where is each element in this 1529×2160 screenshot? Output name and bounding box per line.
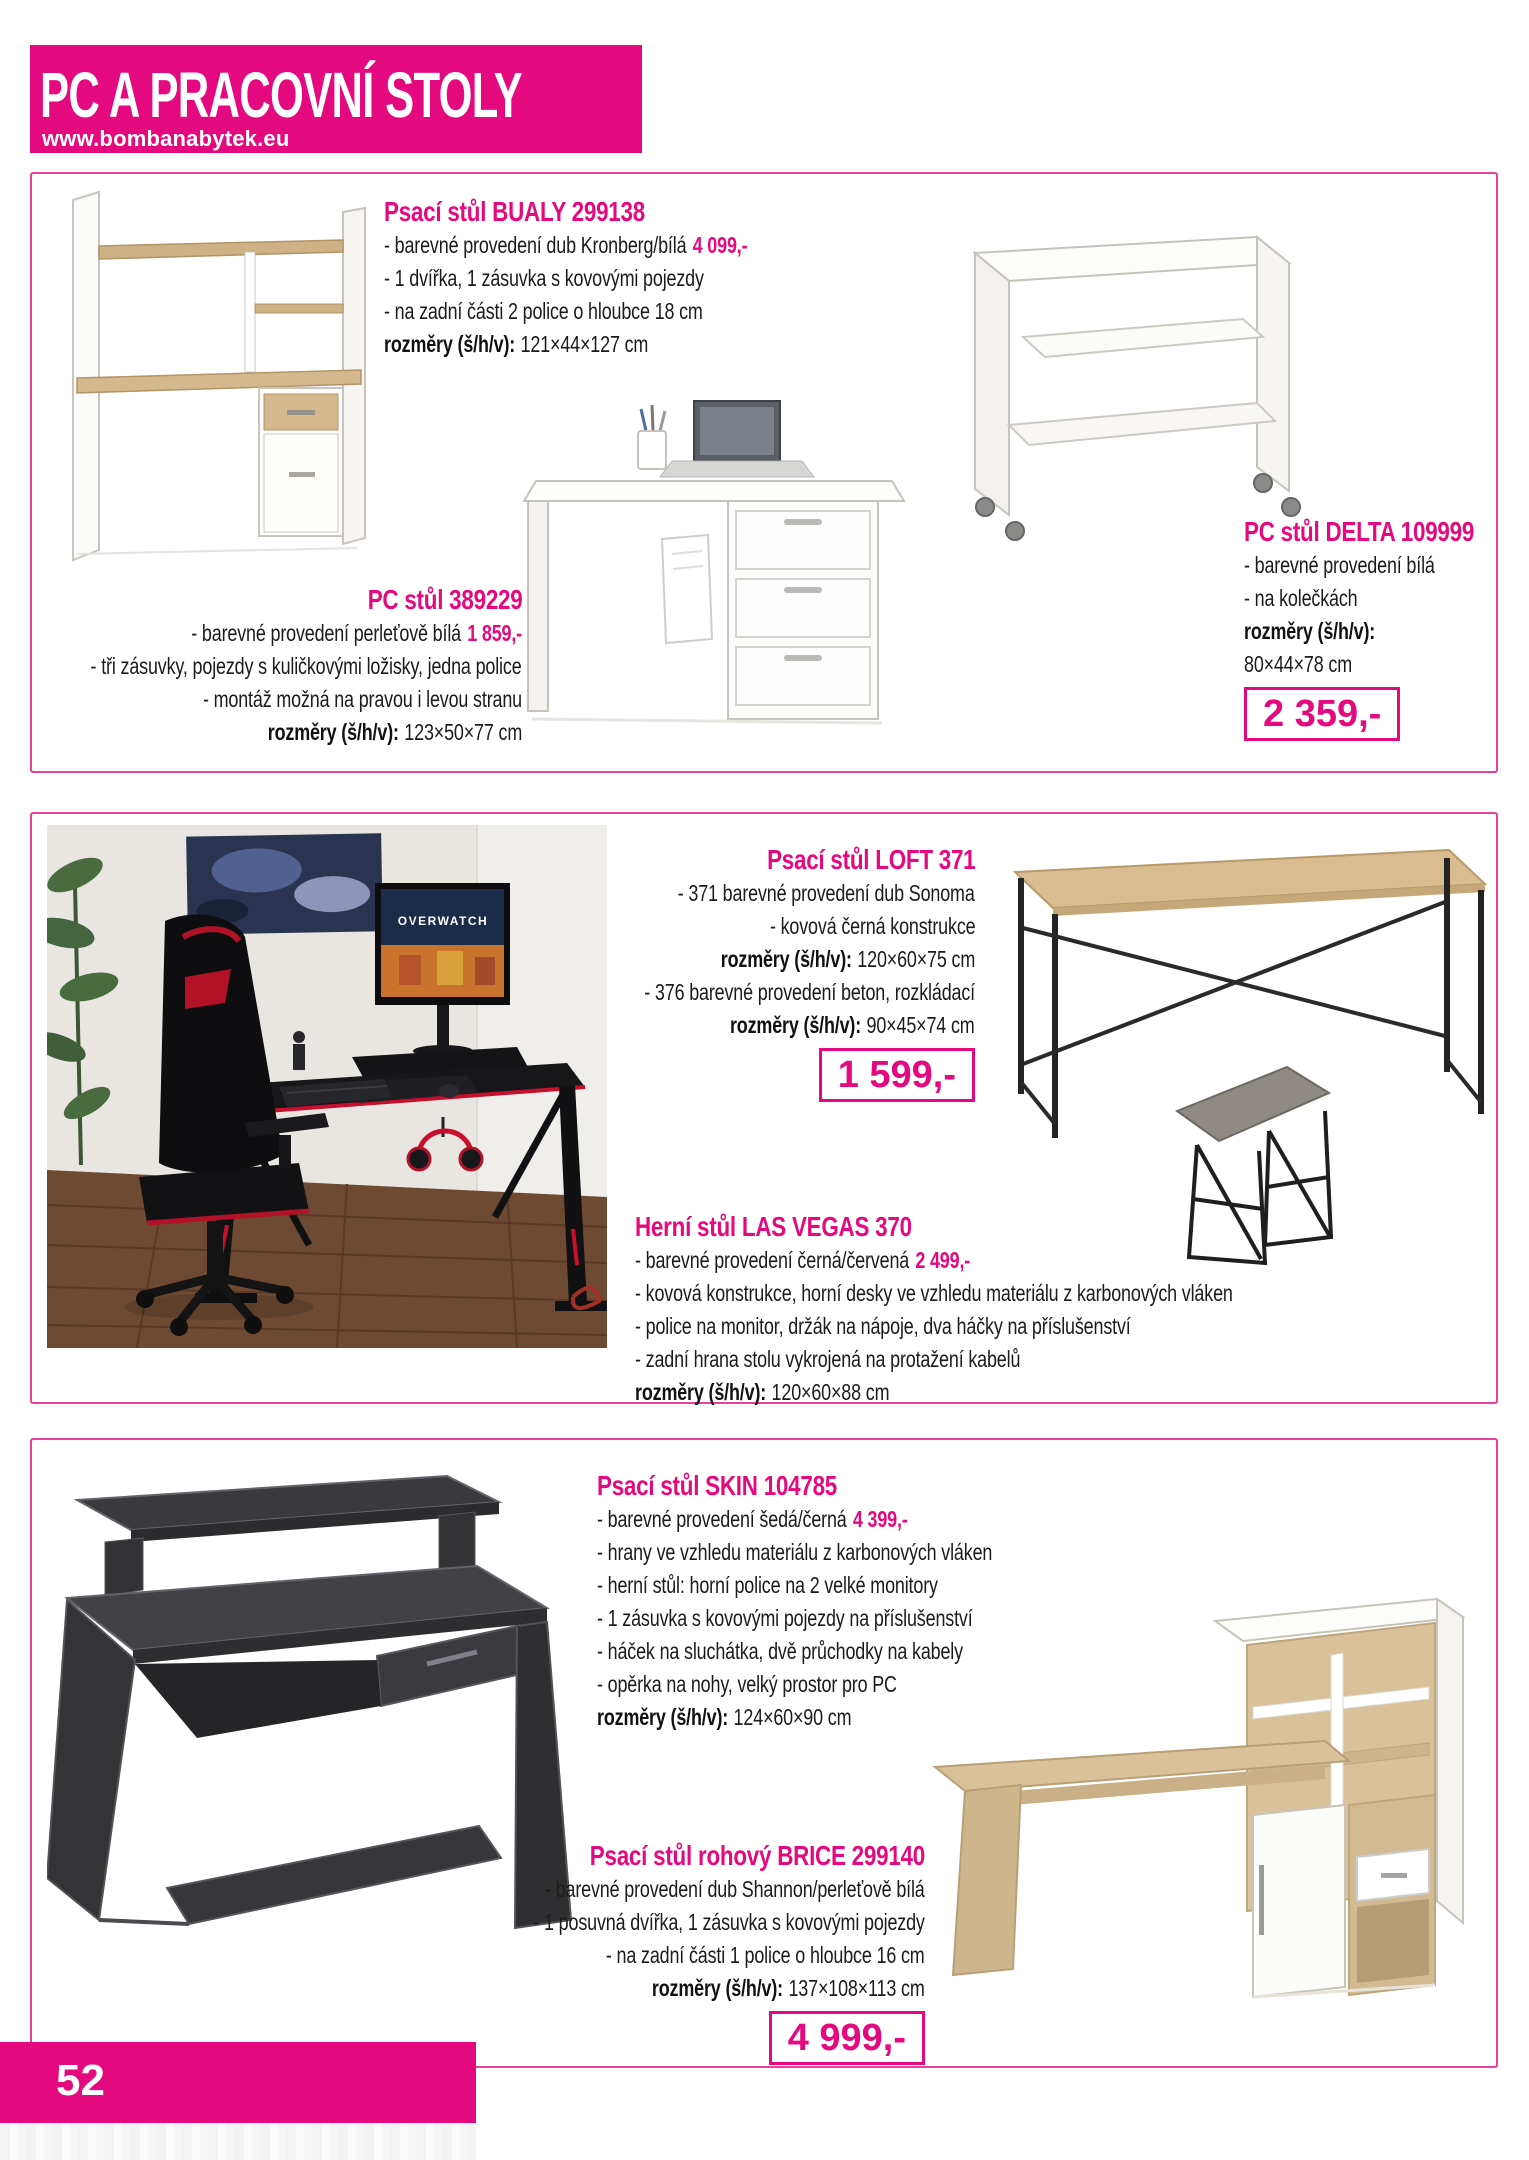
product-line: - montáž možná na pravou i levou stranu bbox=[202, 686, 522, 712]
product-line: - 1 zásuvka s kovovými pojezdy na příslušenství bbox=[597, 1605, 973, 1631]
product-dimensions bbox=[597, 1701, 851, 1734]
dims-value: 120×60×75 cm bbox=[857, 946, 975, 972]
dims-label-line bbox=[1244, 615, 1381, 648]
dims-label: rozměry (š/h/v): bbox=[384, 331, 516, 357]
monitor-screen-text: OVERWATCH bbox=[397, 914, 489, 928]
dims-value: 120×60×88 cm bbox=[771, 1379, 890, 1405]
product-dimensions bbox=[384, 328, 648, 361]
product-line bbox=[597, 1503, 908, 1536]
product-line bbox=[191, 617, 522, 650]
dims-label: rozměry (š/h/v): bbox=[267, 719, 399, 745]
brice-desk-illustration bbox=[917, 1555, 1494, 2015]
price-box: 2 359,- bbox=[1244, 687, 1400, 741]
product-line: - na zadní části 1 police o hloubce 16 cm bbox=[606, 1942, 925, 1968]
product-title: Herní stůl LAS VEGAS 370 bbox=[635, 1211, 912, 1242]
product-line: - 371 barevné provedení dub Sonoma bbox=[678, 880, 975, 906]
product-dimensions bbox=[268, 716, 522, 749]
product-dimensions bbox=[635, 1376, 889, 1409]
pc389229-text-block bbox=[42, 582, 522, 749]
product-group-3 bbox=[30, 1438, 1498, 2068]
product-title: Psací stůl rohový BRICE 299140 bbox=[589, 1840, 925, 1871]
pc389229-product-image bbox=[522, 389, 912, 734]
masthead bbox=[30, 45, 642, 153]
product-line: - háček na sluchátka, dvě průchodky na kabely bbox=[597, 1638, 963, 1664]
dims-label: rozměry (š/h/v): bbox=[720, 946, 852, 972]
dims-value: 123×50×77 cm bbox=[404, 719, 522, 745]
product-line: - police na monitor, držák na nápoje, dva háčky na příslušenství bbox=[635, 1313, 1131, 1339]
feature-text: - barevné provedení černá/červená bbox=[635, 1247, 910, 1273]
dims-label: rozměry (š/h/v): bbox=[597, 1704, 729, 1730]
delta-text-block bbox=[1244, 514, 1506, 741]
product-line: - zadní hrana stolu vykrojená na protažení kabelů bbox=[635, 1346, 1021, 1372]
dims-value: 124×60×90 cm bbox=[733, 1704, 852, 1730]
dims-label: rozměry (š/h/v): bbox=[652, 1975, 784, 2001]
dims-label: rozměry (š/h/v): bbox=[730, 1012, 862, 1038]
product-dimensions bbox=[652, 1972, 925, 2005]
product-dimensions bbox=[730, 1009, 975, 1042]
inline-price: 4 099,- bbox=[692, 232, 748, 258]
product-line: - tři zásuvky, pojezdy s kuličkovými ložisky, jedna police bbox=[91, 653, 522, 679]
bualy-desk-illustration bbox=[47, 182, 387, 572]
lasvegas-text-block bbox=[635, 1209, 1401, 1409]
product-line: - barevné provedení bílá bbox=[1244, 552, 1435, 578]
product-line: - barevné provedení dub Shannon/perleťově bílá bbox=[545, 1876, 925, 1902]
page-number: 52 bbox=[56, 2056, 105, 2105]
page-title: PC A PRACOVNÍ STOLY bbox=[40, 59, 523, 131]
product-group-1 bbox=[30, 172, 1498, 773]
product-line: - 376 barevné provedení beton, rozkládací bbox=[644, 979, 975, 1005]
inline-price: 2 499,- bbox=[915, 1247, 971, 1273]
loft-text-block bbox=[465, 842, 975, 1102]
footer-pattern bbox=[0, 2123, 476, 2160]
product-line: - opěrka na nohy, velký prostor pro PC bbox=[597, 1671, 897, 1697]
inline-price: 4 399,- bbox=[852, 1506, 908, 1532]
dims-label: rozměry (š/h/v): bbox=[1244, 618, 1376, 644]
price-box: 4 999,- bbox=[769, 2011, 925, 2065]
dims-value: 90×45×74 cm bbox=[866, 1012, 975, 1038]
product-line: - kovová černá konstrukce bbox=[769, 913, 975, 939]
drawer-desk-illustration bbox=[522, 389, 912, 734]
bualy-text-block bbox=[384, 194, 850, 361]
feature-text: - barevné provedení šedá/černá bbox=[597, 1506, 847, 1532]
website-url: www.bombanabytek.eu bbox=[42, 126, 290, 151]
product-line bbox=[384, 229, 747, 262]
product-line: - na zadní části 2 police o hloubce 18 cm bbox=[384, 298, 703, 324]
delta-desk-illustration bbox=[957, 219, 1302, 554]
dims-value: 121×44×127 cm bbox=[520, 331, 649, 357]
price-box: 1 599,- bbox=[819, 1048, 975, 1102]
product-group-2 bbox=[30, 812, 1498, 1404]
product-title: PC stůl 389229 bbox=[367, 584, 522, 615]
inline-price: 1 859,- bbox=[467, 620, 522, 646]
dims-value: 80×44×78 cm bbox=[1244, 651, 1353, 677]
feature-text: - barevné provedení perleťově bílá bbox=[191, 620, 461, 646]
product-line: - na kolečkách bbox=[1244, 585, 1358, 611]
product-line: - herní stůl: horní police na 2 velké monitory bbox=[597, 1572, 938, 1598]
dims-label: rozměry (š/h/v): bbox=[635, 1379, 767, 1405]
dims-value-line bbox=[1244, 648, 1352, 681]
wood-floor bbox=[47, 1170, 607, 1348]
dims-value: 137×108×113 cm bbox=[788, 1975, 925, 2001]
product-title: PC stůl DELTA 109999 bbox=[1244, 516, 1475, 547]
brice-product-image bbox=[917, 1555, 1494, 2015]
delta-product-image bbox=[957, 219, 1302, 554]
bualy-product-image bbox=[47, 182, 387, 572]
product-dimensions bbox=[721, 943, 975, 976]
product-title: Psací stůl BUALY 299138 bbox=[384, 196, 645, 227]
product-line: - 1 dvířka, 1 zásuvka s kovovými pojezdy bbox=[384, 265, 704, 291]
product-line: - 1 posuvná dvířka, 1 zásuvka s kovovými pojezdy bbox=[533, 1909, 925, 1935]
page-number-bar bbox=[0, 2042, 476, 2123]
brice-text-block bbox=[265, 1838, 925, 2065]
product-line bbox=[635, 1244, 970, 1277]
product-line: - hrany ve vzhledu materiálu z karbonových vláken bbox=[597, 1539, 993, 1565]
feature-text: - barevné provedení dub Kronberg/bílá bbox=[384, 232, 687, 258]
product-title: Psací stůl SKIN 104785 bbox=[597, 1470, 838, 1501]
product-title: Psací stůl LOFT 371 bbox=[766, 844, 975, 875]
product-line: - kovová konstrukce, horní desky ve vzhledu materiálu z karbonových vláken bbox=[635, 1280, 1233, 1306]
